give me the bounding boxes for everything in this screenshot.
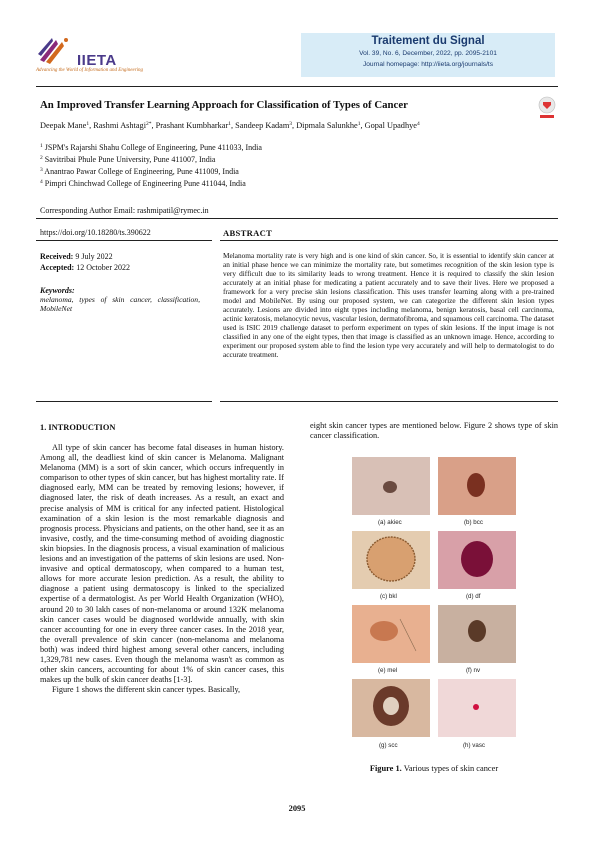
accepted-label: Accepted: bbox=[40, 263, 75, 272]
volume-line: Vol. 39, No. 6, December, 2022, pp. 2095-2101 bbox=[359, 50, 497, 57]
section-heading: 1. INTRODUCTION bbox=[40, 423, 116, 432]
author-affiliation-mark: 3 bbox=[289, 121, 293, 127]
tile-label-c: (c) bkl bbox=[380, 593, 397, 600]
divider bbox=[36, 240, 212, 241]
affiliation: $^1$ JSPM's Rajarshi Shahu College of Engineering, Pune 411033, India bbox=[40, 143, 262, 152]
author-name: Sandeep Kadam bbox=[235, 121, 290, 130]
divider bbox=[36, 218, 558, 219]
affiliation-mark: 3 bbox=[40, 167, 43, 173]
corresponding-author: Corresponding Author Email: rashmipatil@rymec.in bbox=[40, 206, 209, 215]
figure-caption-text: Various types of skin cancer bbox=[403, 764, 499, 773]
intro-column-left bbox=[40, 443, 284, 695]
page-number: 2095 bbox=[288, 804, 306, 813]
intro-paragraph-2: Figure 1 shows the different skin cancer types. Basically, bbox=[52, 685, 241, 695]
intro-column-right: eight skin cancer types are mentioned below. Figure 2 shows type of skin cancer classification. bbox=[310, 421, 558, 441]
tile-label-d: (d) df bbox=[466, 593, 481, 600]
logo-name: IIETA bbox=[77, 52, 117, 69]
affiliation-mark: 1 bbox=[40, 143, 43, 149]
author-name: Gopal Upadhye bbox=[364, 121, 417, 130]
affiliation: $^4$ Pimpri Chinchwad College of Engineering Pune 411044, India bbox=[40, 179, 246, 188]
tile-label-e: (e) mel bbox=[378, 667, 398, 674]
tile-label-h: (h) vasc bbox=[463, 742, 486, 749]
journal-homepage-link[interactable]: Journal homepage: http://iieta.org/journals/ts bbox=[362, 61, 494, 68]
tile-label-g: (g) scc bbox=[379, 742, 398, 749]
author-name: Dipmala Salunkhe bbox=[296, 121, 358, 130]
affiliation-mark: 4 bbox=[40, 179, 43, 185]
author-list: Deepak Mane$^1$, Rashmi Ashtagi$^{2*}$, Prashant Kumbharkar$^1$, Sandeep Kadam$^3$, Dipmala Salunkhe$^1$, Gopal Upadhye$^4$ bbox=[40, 121, 420, 130]
affiliation-mark: 2 bbox=[40, 155, 43, 161]
intro-paragraph-1: All type of skin cancer has become fatal diseases in human history. Among all, the deadliest kind of skin cancer is Melanoma. Malignant Melanoma (MM) is a sort of skin cancer, which occurs infrequently in comparison to other types of skin cancer, but has highest mortality rate. If diagnosed early, MM can be treated by removing lesions; however, if diagnosed later, the risk of death increases. As a result, an exact and precise analysis of MM is critical for any infected patient. Histological examination of a skin lesion is the most remarkable diagnosis and prognosis process. Physicians and patients, on the other hand, see it as an invasive, costly, and the time-consuming method of avoiding diagnostic skin biopsies. In the diagnosis process, a visual examination of malicious lesions and an investigation of the patterns of skin lesions are used. Non-invasive and optical dermatoscopy, when compared to a human test, allows for more accurate lesion prediction. As a result, the ability to diagnose a patient using dermatoscopy is linked to the specialized expertise of a dermatologist. As per World Health Organization (WHO), around 20 to 30 lakh cases of non-melanoma or around 132K melanoma skin cancer cases would be diagnosed worldwide annually, with skin cancer accounting for one in every three cancer cases. In the 2018 year, the overall prevalence of skin cancer (non-melanoma and melanoma both) was indeed third highest among several other cancers, including 1,329,781 new cases. Even though the melanoma wasn't as common as other skin cancers, accounting for about 1% of skin cancer cases, this makes up the bulk of skin cancer deaths [1-3]. bbox=[40, 443, 284, 685]
paper-title: An Improved Transfer Learning Approach for Classification of Types of Cancer bbox=[40, 99, 408, 111]
journal-title: Traitement du Signal bbox=[371, 35, 485, 47]
author-name: Rashmi Ashtagi bbox=[93, 121, 146, 130]
keywords-heading: Keywords: bbox=[40, 286, 75, 295]
divider bbox=[36, 401, 212, 402]
doi-link[interactable]: https://doi.org/10.18280/ts.390622 bbox=[40, 228, 151, 237]
tile-label-a: (a) akiec bbox=[378, 519, 402, 526]
crossmark-icon[interactable] bbox=[537, 96, 557, 120]
author-affiliation-mark: 4 bbox=[416, 121, 420, 127]
header-divider bbox=[36, 86, 558, 87]
figure-label: Figure 1. bbox=[369, 764, 402, 773]
abstract-text: Melanoma mortality rate is very high and is one kind of skin cancer. So, it is essential to identify skin cancer at an initial phase hence we can minimize the mortality rate, but sometimes recognition of the skin lesion type is very difficult due to its similarity leads to wrong treatment. Hence it is required to classify the skin lesion accurately at an initial phase for medicating a patient accurately and to save their lives. Here we proposed a framework for a very precise skin lesions classification. This uses transfer learning along with a pre-trained model and MobileNet. By using our proposed system, we can categorize the different skin lesion types accurately. Lesions are divided into eight types including melanoma, benign keratosis, basal cell carcinoma, actinic keratosis, melanocytic nevus, vascular lesion, dermatofibroma, and squamous cell carcinoma. The dataset used is ISIC 2019 challenge dataset to perform experiment on types of skin lesions. If the input image is not classified in any one of the eight types, then that image is classified as an unknown image. Hence, according to experiment our proposed system able to find the lesion type very accurately and will help to dermatologist to do accurate treatment. bbox=[223, 251, 554, 359]
abstract-heading: ABSTRACT bbox=[223, 228, 273, 238]
tile-label-b: (b) bcc bbox=[464, 519, 483, 526]
received-label: Received: bbox=[40, 252, 74, 261]
figure-1-caption bbox=[310, 764, 558, 773]
accepted-date: 12 October 2022 bbox=[76, 263, 130, 272]
affiliation: $^2$ Savitribai Phule Pune University, Pune 411007, India bbox=[40, 155, 216, 164]
author-name: Deepak Mane bbox=[40, 121, 87, 130]
affiliation: $^3$ Anantrao Pawar College of Engineering, Pune 411009, India bbox=[40, 167, 239, 176]
dates-block bbox=[40, 252, 130, 272]
iieta-logo-icon bbox=[36, 34, 76, 66]
divider bbox=[220, 401, 558, 402]
received-date: 9 July 2022 bbox=[75, 252, 113, 261]
author-affiliation-mark: 1 bbox=[228, 121, 231, 127]
divider bbox=[220, 240, 558, 241]
keywords: melanoma, types of skin cancer, classification, MobileNet bbox=[40, 295, 200, 314]
tile-label-f: (f) nv bbox=[466, 667, 481, 674]
author-affiliation-mark: 1 bbox=[86, 121, 90, 127]
figure-1-image bbox=[350, 455, 518, 755]
author-affiliation-mark: 2* bbox=[146, 121, 152, 127]
author-affiliation-mark: 1 bbox=[357, 121, 361, 127]
author-name: Prashant Kumbharkar bbox=[155, 121, 229, 130]
logo-tagline: Advancing the World of Information and Engineering bbox=[36, 68, 144, 73]
